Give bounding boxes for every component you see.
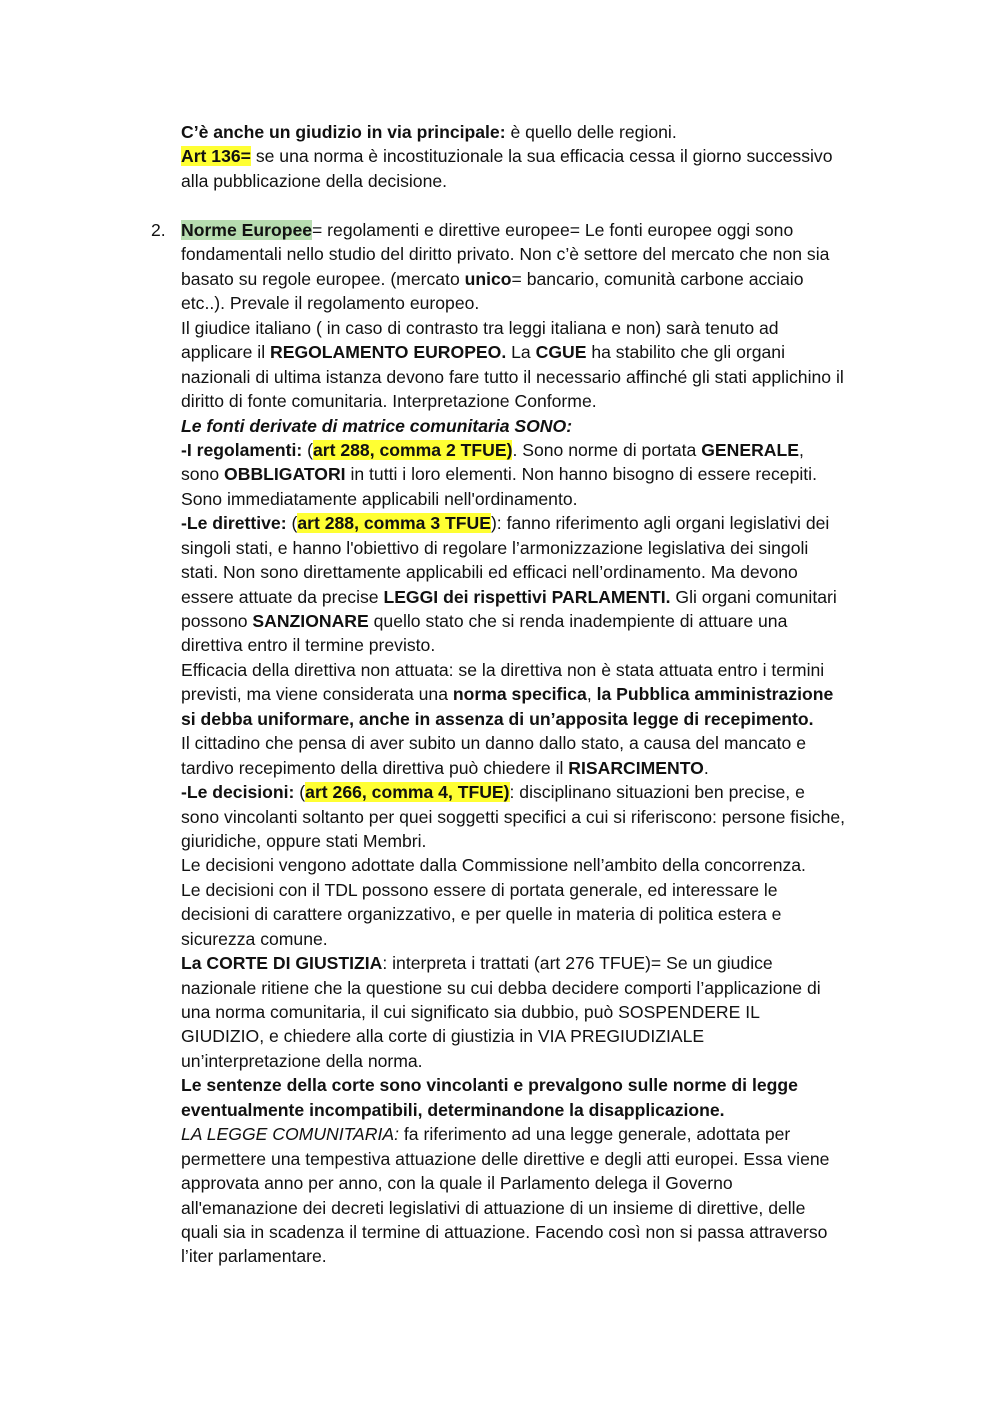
text-line: -I regolamenti: (art 288, comma 2 TFUE). Sono norme di portata GENERALE, (181, 439, 804, 460)
text-line: applicare il REGOLAMENTO EUROPEO. La CGUE ha stabilito che gli organi (181, 342, 785, 363)
text-line: Sono immediatamente applicabili nell'ordinamento. (181, 488, 578, 509)
text-line: possono SANZIONARE quello stato che si renda inadempiente di attuare una (181, 611, 788, 631)
bold-text: C’è anche un giudizio in via principale: (181, 122, 506, 142)
text-line: stati. Non sono direttamente applicabili ed efficaci nell’ordinamento. Ma devono (181, 562, 798, 583)
text-line: Efficacia della direttiva non attuata: se la direttiva non è stata attuata entro i termini (181, 659, 825, 680)
text-line: La CORTE DI GIUSTIZIA: interpreta i trattati (art 276 TFUE)= Se un giudice (181, 953, 773, 974)
highlighted-reference: art 266, comma 4, TFUE) (305, 782, 510, 803)
text-line: singoli stati, e hanno l'obiettivo di regolare l’armonizzazione legislativa dei singoli (181, 537, 809, 558)
text-line: un’interpretazione della norma. (181, 1050, 423, 1071)
intro-paragraph (181, 120, 881, 193)
text-line: tardivo recepimento della direttiva può chiedere il RISARCIMENTO. (181, 757, 709, 778)
highlighted-reference: Art 136= (181, 146, 251, 167)
text-line: permettere una tempestiva attuazione delle direttive e degli atti europei. Essa viene (181, 1148, 830, 1169)
section-title: Norme Europee (181, 220, 313, 240)
text-line: Il cittadino che pensa di aver subito un danno dallo stato, a causa del mancato e (181, 733, 806, 754)
text-line: l’iter parlamentare. (181, 1246, 327, 1267)
highlighted-reference: art 288, comma 2 TFUE) (312, 439, 513, 460)
text-line: C’è anche un giudizio in via principale: è quello delle regioni. (181, 122, 677, 142)
text-line: decisioni di carattere organizzativo, e per quelle in materia di politica estera e (181, 904, 782, 925)
text-line: Le sentenze della corte sono vincolanti e prevalgono sulle norme di legge (181, 1075, 798, 1096)
text-line: giuridiche, oppure stati Membri. (181, 830, 427, 851)
text-line: direttiva entro il termine previsto. (181, 635, 436, 656)
text-line: sicurezza comune. (181, 928, 328, 949)
text-line: basato su regole europee. (mercato unico= bancario, comunità carbone acciaio (181, 268, 804, 289)
text-line: alla pubblicazione della decisione. (181, 170, 448, 191)
text-line: Art 136= se una norma è incostituzionale la sua efficacia cessa il giorno successivo (181, 146, 833, 167)
text-line: eventualmente incompatibili, determinandone la disapplicazione. (181, 1099, 725, 1120)
text-line: nazionale ritiene che la questione su cui debba decidere comporti l’applicazione di (181, 977, 821, 998)
text-line: -Le decisioni: (art 266, comma 4, TFUE): disciplinano situazioni ben precise, e (181, 782, 805, 803)
text-line: GIUDIZIO, e chiedere alla corte di giustizia in VIA PREGIUDIZIALE (181, 1026, 705, 1047)
subheading: Le fonti derivate di matrice comunitaria SONO: (181, 415, 573, 436)
text-line: diritto di fonte comunitaria. Interpretazione Conforme. (181, 391, 597, 412)
text-line: previsti, ma viene considerata una norma specifica, la Pubblica amministrazione (181, 684, 834, 705)
text-line: nazionali di ultima istanza devono fare tutto il necessario affinché gli stati applichino il (181, 366, 844, 387)
text-line: essere attuate da precise LEGGI dei rispettivi PARLAMENTI. Gli organi comunitari (181, 586, 837, 607)
text-line: sono vincolanti soltanto per quei soggetti specifici a cui si riferiscono: persone fisiche, (181, 806, 846, 827)
text-line: -Le direttive: (art 288, comma 3 TFUE): fanno riferimento agli organi legislativi dei (181, 513, 830, 534)
text-line: Il giudice italiano ( in caso di contrasto tra leggi italiana e non) sarà tenuto ad (181, 317, 779, 338)
text-line: all'emanazione dei decreti legislativi di attuazione di un insieme di direttive, delle (181, 1197, 806, 1218)
text-line: etc..). Prevale il regolamento europeo. (181, 293, 480, 314)
list-item-norme-europee (181, 218, 881, 1269)
highlighted-reference: art 288, comma 3 TFUE (297, 513, 491, 534)
text-line: si debba uniformare, anche in assenza di un’apposita legge di recepimento. (181, 708, 814, 729)
text-line: fondamentali nello studio del diritto privato. Non c’è settore del mercato che non sia (181, 244, 830, 265)
list-number: 2. (151, 220, 166, 240)
text-line: sono OBBLIGATORI in tutti i loro elementi. Non hanno bisogno di essere recepiti. (181, 464, 817, 485)
text-line: Le decisioni vengono adottate dalla Commissione nell’ambito della concorrenza. (181, 855, 806, 876)
text-line: Norme Europee= regolamenti e direttive europee= Le fonti europee oggi sono (181, 220, 794, 240)
text-line: Le decisioni con il TDL possono essere di portata generale, ed interessare le (181, 879, 778, 900)
text-line: una norma comunitaria, il cui significato sia dubbio, può SOSPENDERE IL (181, 1002, 760, 1022)
text-line: approvata anno per anno, con la quale il Parlamento delega il Governo (181, 1173, 733, 1194)
text-line: LA LEGGE COMUNITARIA: fa riferimento ad una legge generale, adottata per (181, 1124, 791, 1145)
text-line: quali sia in scadenza il termine di attuazione. Facendo così non si passa attraverso (181, 1221, 828, 1242)
